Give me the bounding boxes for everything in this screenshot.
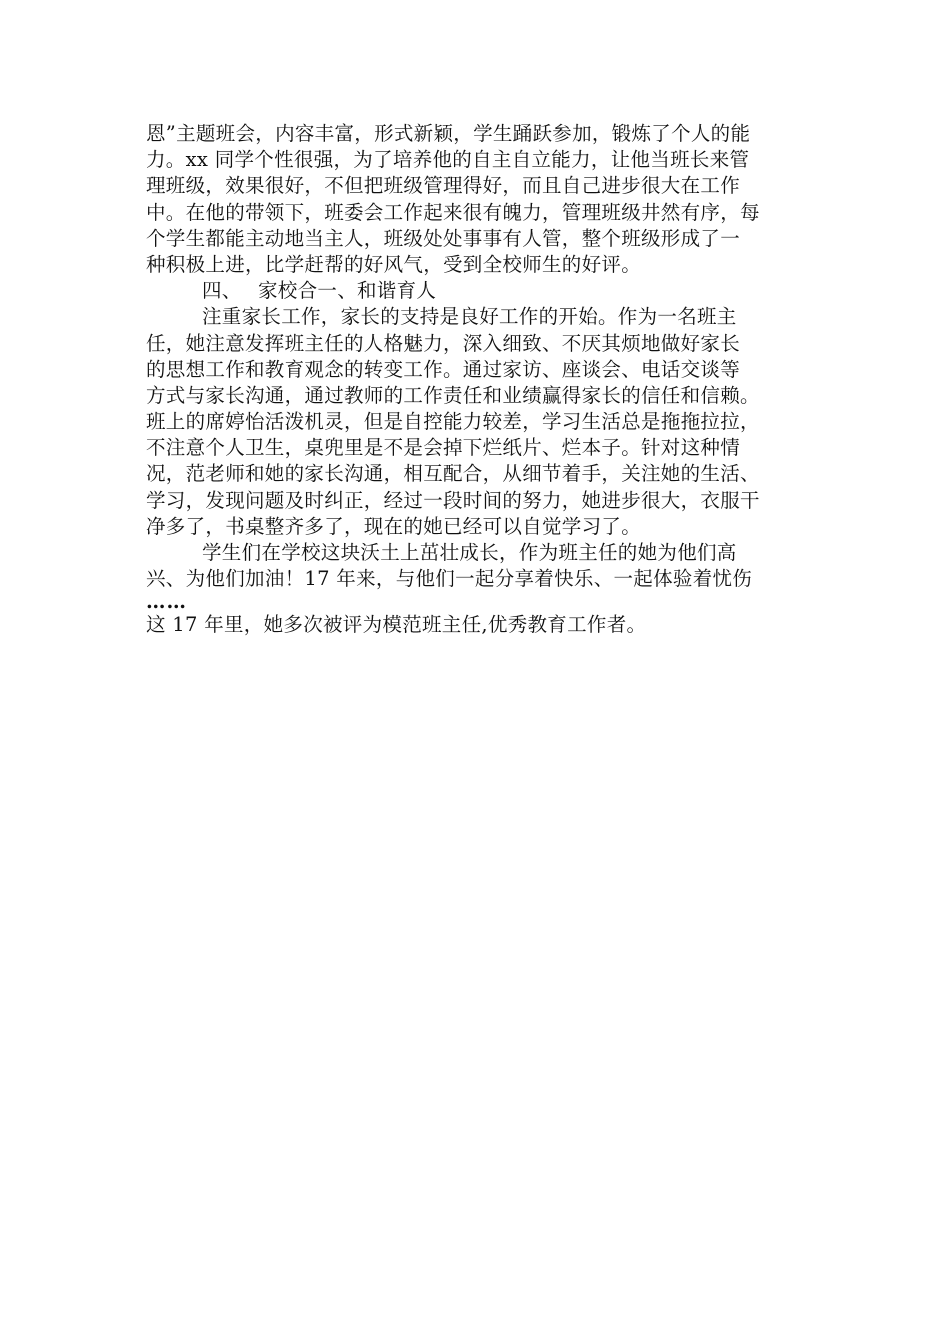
paragraph-line: 种积极上进，比学赶帮的好风气，受到全校师生的好评。	[146, 252, 642, 276]
paragraph-line: 注重家长工作，家长的支持是良好工作的开始。作为一名班主	[202, 305, 737, 329]
closing-line: 这 17 年里，她多次被评为模范班主任,优秀教育工作者。	[146, 613, 647, 637]
section-heading	[146, 278, 812, 304]
paragraph-line: 学生们在学校这块沃土上茁壮成长，作为班主任的她为他们高	[202, 541, 737, 564]
paragraph-line: 的思想工作和教育观念的转变工作。通过家访、座谈会、电话交谈等	[146, 357, 741, 381]
paragraph-line: 恩”主题班会，内容丰富，形式新颖，学生踊跃参加，锻炼了个人的能	[146, 122, 751, 145]
ellipsis: ……	[146, 590, 187, 614]
paragraph-line: 方式与家长沟通，通过教师的工作责任和业绩赢得家长的信任和信赖。	[146, 383, 760, 407]
paragraph-line: 学习，发现问题及时纠正，经过一段时间的努力，她进步很大，衣服干	[146, 488, 760, 512]
section-title: 家校合一、和谐育人	[258, 279, 437, 303]
paragraph-line: 任，她注意发挥班主任的人格魅力，深入细致、不厌其烦地做好家长	[146, 331, 741, 355]
paragraph-line: 净多了，书桌整齐多了，现在的她已经可以自觉学习了。	[146, 514, 642, 538]
section-number: 四、	[202, 279, 242, 303]
document-body	[146, 121, 812, 639]
paragraph-line: 况，范老师和她的家长沟通，相互配合，从细节着手，关注她的生活、	[146, 462, 760, 486]
paragraph-line: 力。xx 同学个性很强，为了培养他的自主自立能力，让他当班长来管	[146, 148, 750, 172]
paragraph-line: 班上的席婷怡活泼机灵，但是自控能力较差，学习生活总是拖拖拉拉，	[146, 410, 760, 434]
paragraph-line: 不注意个人卫生，桌兜里是不是会掉下烂纸片、烂本子。针对这种情	[146, 436, 741, 460]
paragraph-line: 兴、为他们加油！17 年来，与他们一起分享着快乐、一起体验着忧伤	[146, 567, 753, 591]
paragraph-line: 中。在他的带领下，班委会工作起来很有魄力，管理班级井然有序，每	[146, 200, 760, 224]
paragraph-line: 个学生都能主动地当主人，班级处处事事有人管，整个班级形成了一	[146, 226, 741, 250]
paragraph-line: 理班级，效果很好，不但把班级管理得好，而且自己进步很大在工作	[146, 174, 741, 198]
